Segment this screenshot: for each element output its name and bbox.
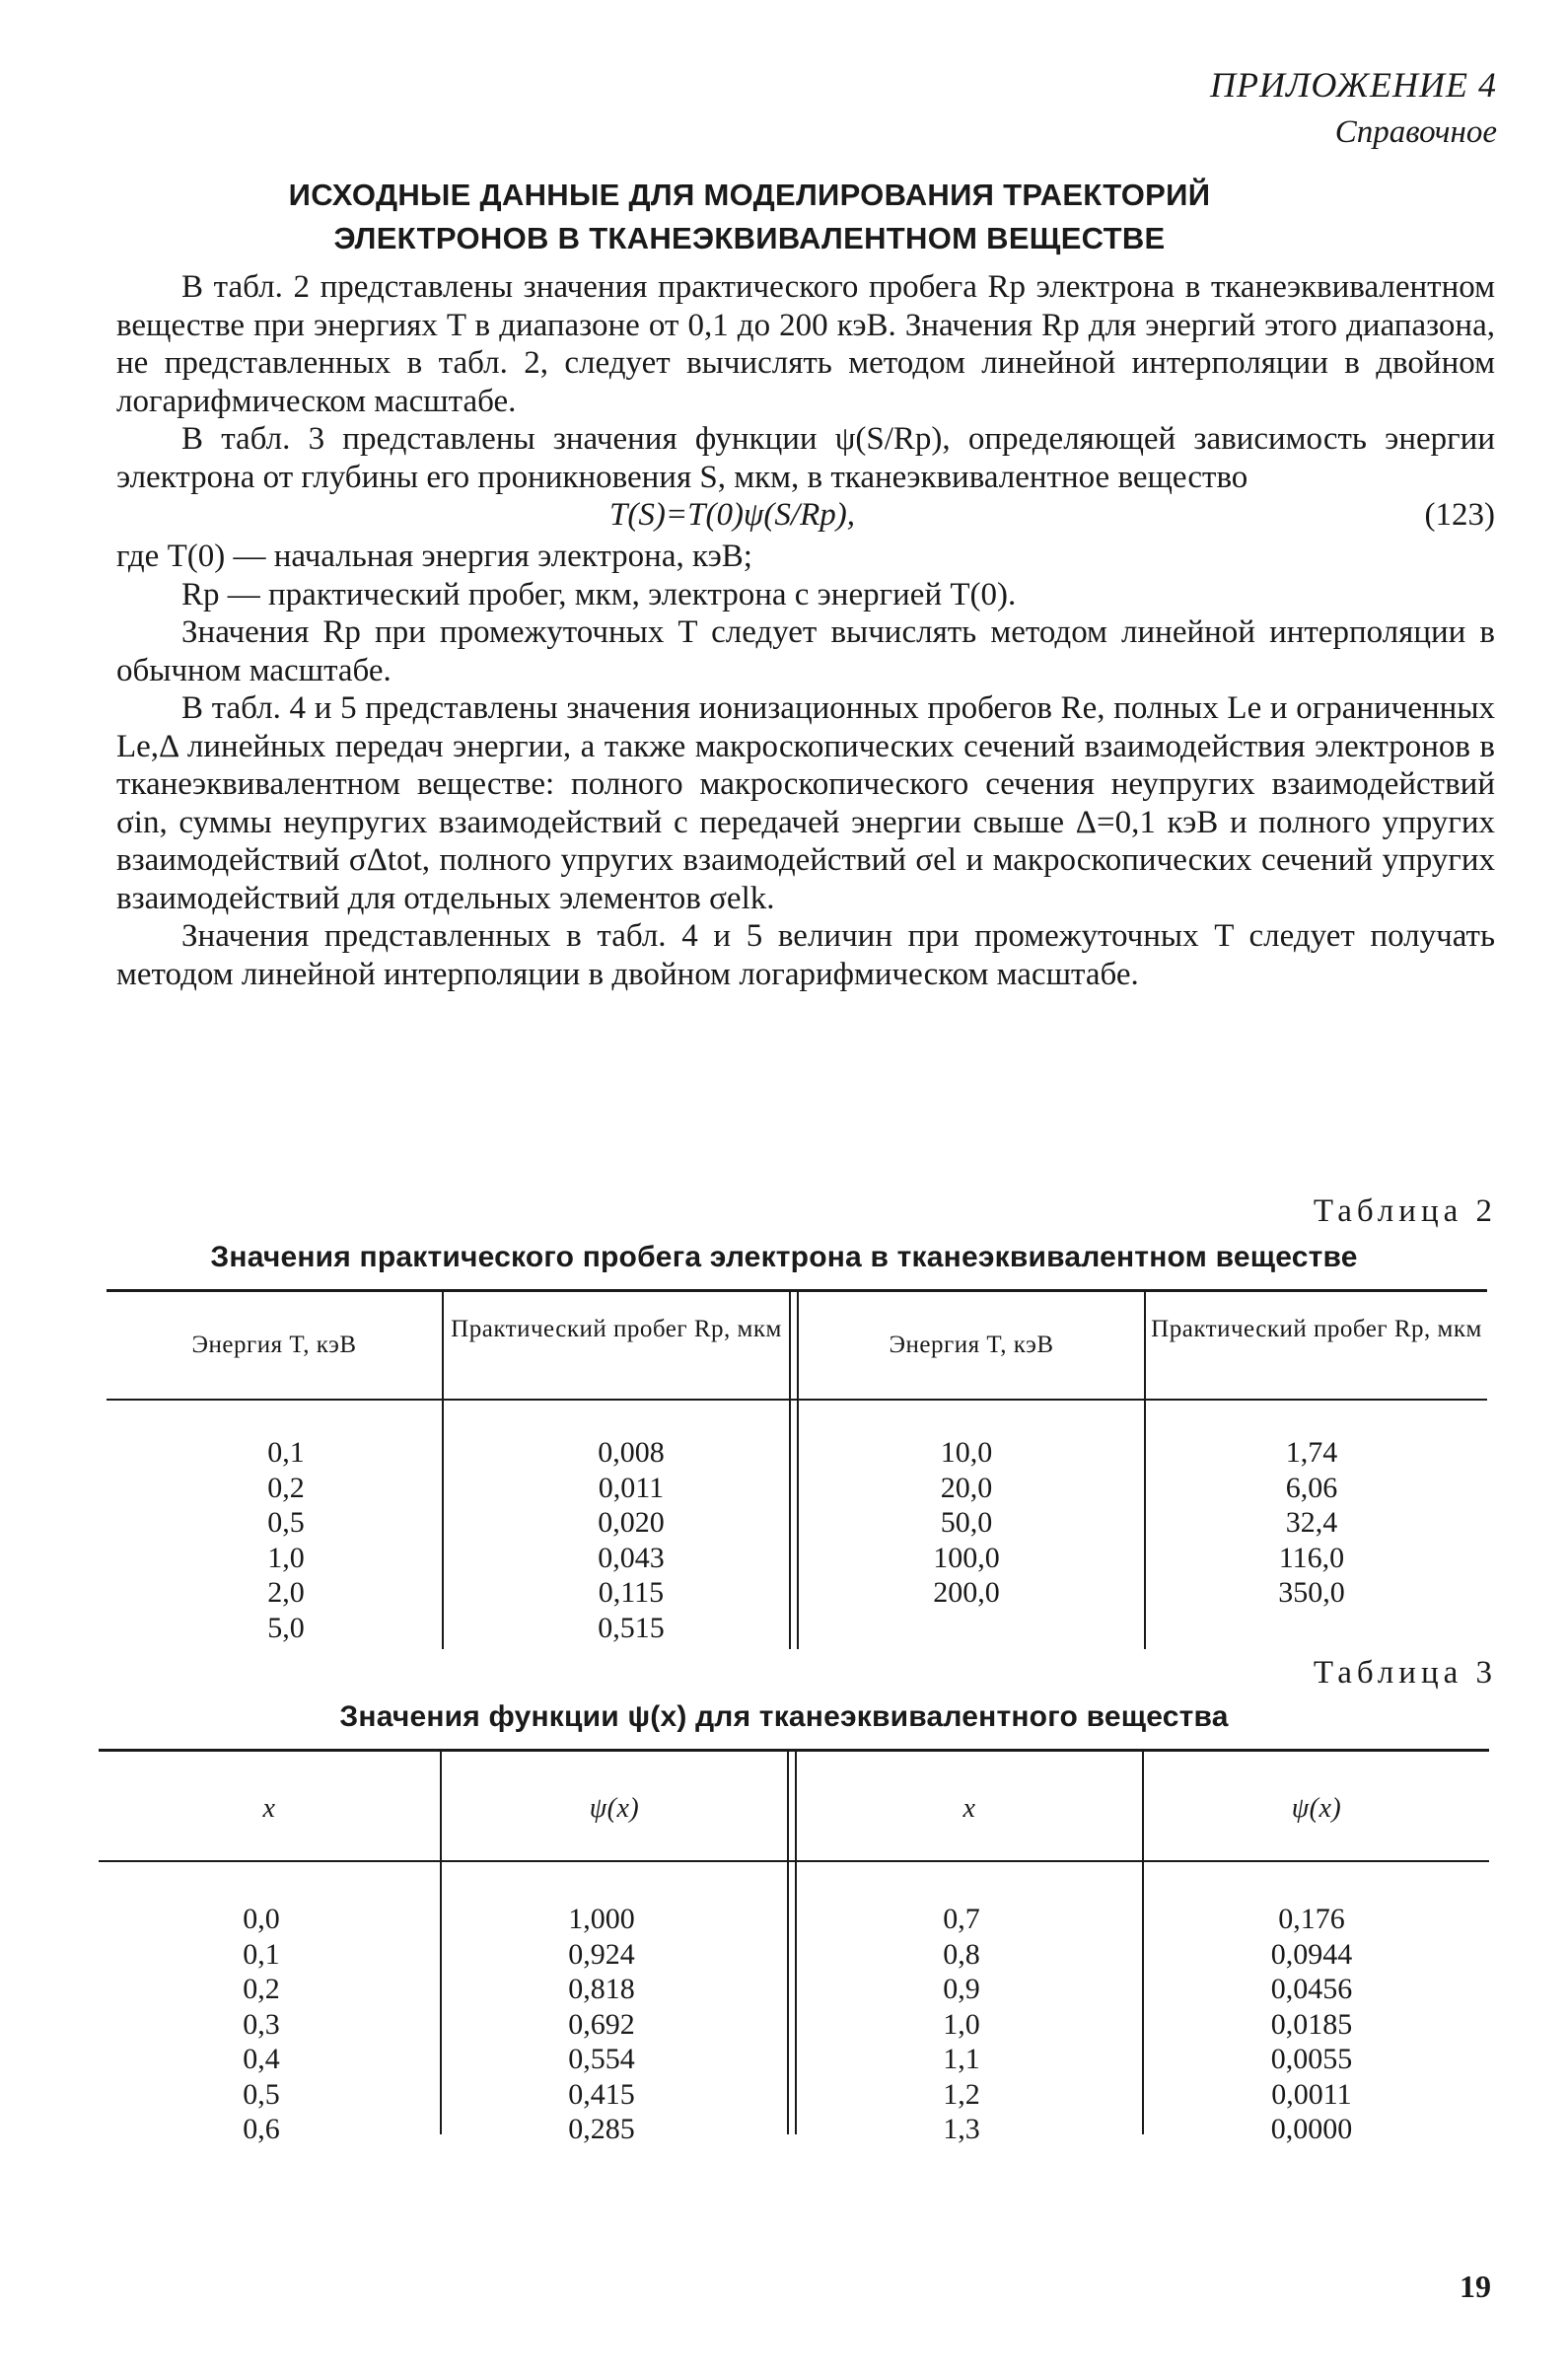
table2-cell: 0,011 — [598, 1471, 665, 1504]
table2-col-range-left — [513, 1435, 749, 1645]
table3-cell: 0,176 — [1278, 1903, 1345, 1935]
paragraph-2: В табл. 3 представлены значения функции ψ(S/Rp), определяющей зависимость энергии электрона от глубины его проникновения S, мкм, в тканеэквивалентное вещество — [116, 421, 1495, 495]
table2-header-energy-left: Энергия T, кэВ — [191, 1332, 357, 1358]
table3-cell: 0,0 — [243, 1903, 280, 1935]
table3-cell: 0,7 — [943, 1903, 980, 1935]
paragraph-4: В табл. 4 и 5 представлены значения ионизационных пробегов Re, полных Le и ограниченных Le,Δ линейных передач энергии, а также макроскопических сечений взаимодействия электронов в тканеэквивалентном веществе: полного макроскопического сечения неупругих взаимодействий σin, суммы неупругих взаимодействий с передачей энергии свыше Δ=0,1 кэВ и полного упругих взаимодействий σΔtot, полного упругих взаимодействий σel и макроскопических сечений упругих взаимодействий для отдельных элементов σelk. — [116, 690, 1495, 916]
table2-cell: 20,0 — [940, 1471, 993, 1504]
table3-cell: 0,5 — [243, 2077, 280, 2111]
table2-cell: 0,1 — [267, 1436, 305, 1469]
table3-cell: 0,9 — [943, 1973, 980, 2005]
appendix-note: Справочное — [1334, 114, 1497, 150]
table2-cell: 100,0 — [933, 1541, 1000, 1574]
table2-divider-3 — [1144, 1292, 1146, 1649]
table3-cell: 0,8 — [943, 1937, 980, 1971]
formula: T(S)=T(0)ψ(S/Rp), — [609, 497, 855, 533]
table3-cell: 0,415 — [568, 2077, 635, 2111]
table2-cell: 2,0 — [267, 1576, 305, 1609]
table2-divider-2a — [789, 1292, 791, 1649]
table3-header-rule — [99, 1860, 1489, 1862]
table3-cell: 0,4 — [243, 2043, 280, 2075]
heading-line-1: ИСХОДНЫЕ ДАННЫЕ ДЛЯ МОДЕЛИРОВАНИЯ ТРАЕКТОРИЙ — [288, 178, 1211, 212]
table3-cell: 1,1 — [943, 2043, 980, 2075]
table2-col-energy-left — [178, 1435, 394, 1645]
table3-cell: 0,3 — [243, 2007, 280, 2041]
paragraph-3: Значения Rp при промежуточных T следует вычислять методом линейной интерполяции в обычном масштабе. — [116, 614, 1495, 688]
table2-title: Значения практического пробега электрона в тканеэквивалентном веществе — [210, 1241, 1358, 1273]
formula-number: (123) — [1424, 497, 1495, 533]
table2-cell: 0,020 — [598, 1506, 665, 1539]
table3-cell: 0,554 — [568, 2043, 635, 2075]
page-number: 19 — [1460, 2269, 1491, 2304]
table2-cell: 0,5 — [267, 1506, 305, 1539]
table3-cell: 1,3 — [943, 2113, 980, 2145]
table3-cell: 0,692 — [568, 2007, 635, 2041]
table2-cell: 0,043 — [598, 1541, 665, 1574]
table2-cell: 32,4 — [1285, 1506, 1338, 1539]
table2-cell: 1,0 — [267, 1541, 305, 1574]
table3-header-psi-left: ψ(x) — [589, 1793, 640, 1824]
table3-cell: 0,0011 — [1271, 2077, 1352, 2111]
table3-header-x-left: x — [262, 1793, 276, 1824]
where-line-2: Rp — практический пробег, мкм, электрона с энергией T(0). — [181, 576, 1017, 613]
table2-header-energy-right: Энергия T, кэВ — [889, 1332, 1054, 1358]
section-heading — [108, 174, 1390, 260]
table3-divider-2a — [787, 1752, 789, 2134]
paragraph-1: В табл. 2 представлены значения практического пробега Rp электрона в тканеэквивалентном веществе при энергиях T в диапазоне от 0,1 до 200 кэВ. Значения Rp для энергий этого диапазона, не представленных в табл. 2, следует вычислять методом линейной интерполяции в двойном логарифмическом масштабе. — [116, 269, 1495, 419]
table2-divider-1 — [442, 1292, 444, 1649]
table3-cell: 0,924 — [568, 1937, 635, 1971]
table2-cell: 0,2 — [267, 1471, 305, 1504]
heading-line-2: ЭЛЕКТРОНОВ В ТКАНЕЭКВИВАЛЕНТНОМ ВЕЩЕСТВЕ — [333, 221, 1166, 255]
table2-col-energy-right — [868, 1435, 1065, 1611]
table2-cell: 6,06 — [1285, 1471, 1338, 1504]
formula-line — [116, 496, 1495, 538]
table3-col-x-left — [178, 1902, 345, 2147]
table3-cell: 1,0 — [943, 2007, 980, 2041]
table3-cell: 0,2 — [243, 1973, 280, 2005]
table3-cell: 0,1 — [243, 1937, 280, 1971]
table2-cell: 1,74 — [1285, 1436, 1338, 1469]
table2-cell: 116,0 — [1278, 1541, 1345, 1574]
appendix-title: ПРИЛОЖЕНИЕ 4 — [1210, 65, 1497, 105]
where-line-1: где T(0) — начальная энергия электрона, кэВ; — [116, 539, 752, 574]
table3-cell: 1,2 — [943, 2077, 980, 2111]
table2-number: Таблица 2 — [1313, 1193, 1497, 1229]
table2-cell: 0,115 — [598, 1576, 665, 1609]
table3-cell: 0,818 — [568, 1973, 635, 2005]
table2-header-range-right: Практический пробег Rp, мкм — [1151, 1316, 1482, 1342]
paragraph-5: Значения представленных в табл. 4 и 5 величин при промежуточных T следует получать методом линейной интерполяции в двойном логарифмическом масштабе. — [116, 918, 1495, 992]
table3-cell: 0,0000 — [1270, 2113, 1353, 2145]
table2-cell: 10,0 — [940, 1436, 993, 1469]
table2-header-range-left: Практический пробег Rp, мкм — [451, 1316, 782, 1342]
table3-title: Значения функции ψ(x) для тканеэквивалентного вещества — [339, 1700, 1229, 1733]
table3-cell: 0,0055 — [1270, 2043, 1353, 2075]
table3-number: Таблица 3 — [1313, 1655, 1497, 1691]
table3-header-x-right: x — [962, 1793, 976, 1824]
table2-cell: 5,0 — [267, 1611, 305, 1644]
table3-cell: 0,0944 — [1270, 1937, 1353, 1971]
table3-top-rule — [99, 1749, 1489, 1752]
table3-cell: 0,285 — [568, 2113, 635, 2145]
table3-cell: 0,0185 — [1270, 2007, 1353, 2041]
table3-col-x-right — [878, 1902, 1045, 2147]
table3-cell: 0,6 — [243, 2113, 280, 2145]
table2-cell: 0,008 — [598, 1436, 665, 1469]
table3-col-psi-left — [493, 1902, 710, 2147]
table3-cell: 1,000 — [568, 1903, 635, 1935]
table2-cell: 350,0 — [1278, 1576, 1345, 1609]
table3-col-psi-right — [1203, 1902, 1420, 2147]
body-text — [116, 268, 1495, 993]
table2-cell: 50,0 — [940, 1506, 993, 1539]
table2-cell: 0,515 — [598, 1611, 665, 1644]
table3-cell: 0,0456 — [1270, 1973, 1353, 2005]
table2-col-range-right — [1213, 1435, 1410, 1611]
appendix-label — [1210, 61, 1497, 156]
table2-cell: 200,0 — [933, 1576, 1000, 1609]
table3-header-psi-right: ψ(x) — [1291, 1793, 1342, 1824]
